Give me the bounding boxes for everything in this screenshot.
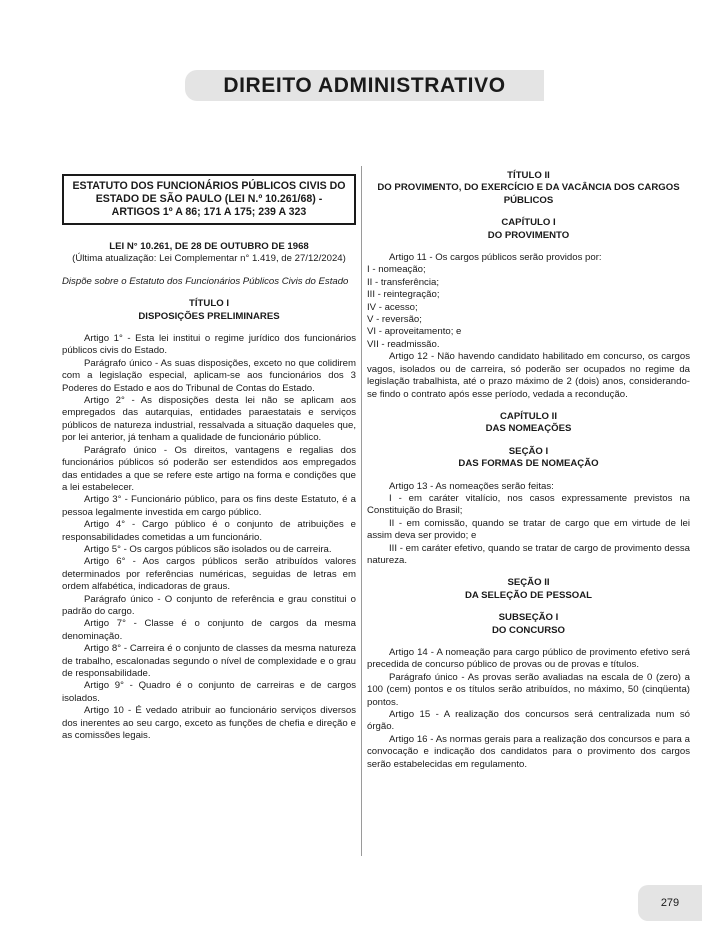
list-item: III - reintegração; (367, 289, 440, 301)
section-banner (185, 70, 544, 101)
list-item: VI - aproveitamento; e (367, 326, 462, 338)
article-paragraph: Artigo 7° - Classe é o conjunto de cargos da mesma denominação. (62, 618, 356, 642)
chapter-name: DAS NOMEAÇÕES (485, 423, 572, 435)
title-heading: TÍTULO I (189, 298, 229, 310)
article-paragraph: Artigo 4° - Cargo público é o conjunto de atribuições e responsabilidades cometidas a um funcionário. (62, 519, 356, 543)
right-column (367, 170, 690, 771)
list-item: V - reversão; (367, 314, 422, 326)
list-item: II - transferência; (367, 276, 439, 288)
article-paragraph: Artigo 12 - Não havendo candidato habilitado em concurso, os cargos vagos, isolados ou de carreira, só poderão ser ocupados no regime da legislação trabalhista, até o prazo máximo de 2 (dois) anos, considerando-se findo o contrato após esse período, vedada a recondução. (367, 351, 690, 400)
law-title: LEI N° 10.261, DE 28 DE OUTUBRO DE 1968 (109, 241, 309, 252)
article-paragraph: Artigo 13 - As nomeações serão feitas: (389, 480, 554, 492)
column-divider (361, 166, 362, 856)
article-paragraph: Parágrafo único - As provas serão avaliadas na escala de 0 (zero) a 100 (cem) pontos e os títulos serão atribuídos, no máximo, 50 (cinqüenta) pontos. (367, 671, 690, 708)
article-paragraph: Artigo 8° - Carreira é o conjunto de classes da mesma natureza de trabalho, escalonadas segundo o nível de complexidade e o grau de responsabilidade. (62, 643, 356, 679)
list-item: II - em comissão, quando se tratar de cargo que em virtude de lei assim deva ser provido; e (367, 517, 690, 542)
article-paragraph: Artigo 9° - Quadro é o conjunto de carreiras e de cargos isolados. (62, 680, 356, 704)
chapter-heading: CAPÍTULO I (501, 217, 556, 229)
section-title: DIREITO ADMINISTRATIVO (223, 73, 506, 97)
article-paragraph: Artigo 16 - As normas gerais para a realização dos concursos e para a convocação e indicação dos candidatos para o provimento dos cargos serão estabelecidas em regulamento. (367, 733, 690, 770)
article-paragraph: Artigo 10 - É vedado atribuir ao funcionário serviços diversos dos inerentes ao seu cargo, exceto as funções de chefia e direção e as comissões legais. (62, 705, 356, 742)
law-ementa: Dispõe sobre o Estatuto dos Funcionários Públicos Civis do Estado (62, 275, 349, 287)
article-paragraph: Artigo 11 - Os cargos públicos serão providos por: (389, 252, 602, 264)
list-item: III - em caráter efetivo, quando se tratar de cargo de provimento dessa natureza. (367, 542, 690, 566)
article-paragraph: Parágrafo único - Os direitos, vantagens e regalias dos funcionários públicos só poderão ser estendidos aos empregados das entidades a que se refere este artigo na forma e condições que a lei estabelecer. (62, 444, 356, 493)
article-paragraph: Artigo 2° - As disposições desta lei não se aplicam aos empregados das autarquias, entidades paraestatais e serviços públicos de natureza industrial, ressalvada a situação daqueles que, por lei anterior, já tenham a qualidade de funcionário público. (62, 395, 356, 444)
title-name: DO PROVIMENTO, DO EXERCÍCIO E DA VACÂNCIA DOS CARGOS PÚBLICOS (377, 182, 680, 206)
left-column (62, 170, 356, 742)
article-paragraph: Artigo 6° - Aos cargos públicos serão atribuídos valores determinados por referências numéricas, seguidas de letras em ordem alfabética, indicadoras de graus. (62, 556, 356, 593)
chapter-name: DO PROVIMENTO (487, 229, 570, 241)
subsection-name: DO CONCURSO (491, 624, 566, 636)
list-item: I - nomeação; (367, 264, 426, 276)
article-paragraph: Artigo 15 - A realização dos concursos será centralizada num só órgão. (367, 709, 690, 733)
list-item: IV - acesso; (367, 301, 418, 313)
law-update-note: (Última atualização: Lei Complementar n° 1.419, de 27/12/2024) (72, 253, 346, 265)
list-item: VII - readmissão. (367, 338, 440, 350)
section-name: DA SELEÇÃO DE PESSOAL (464, 589, 593, 601)
title-name: DISPOSIÇÕES PRELIMINARES (138, 310, 280, 322)
article-paragraph: Artigo 14 - A nomeação para cargo público de provimento efetivo será precedida de concurso público de provas ou de provas e títulos. (367, 647, 690, 671)
article-paragraph: Parágrafo único - As suas disposições, exceto no que colidirem com a legislação especial, aplicam-se aos funcionários dos 3 Poderes do Estado e aos do Tribunal de Contas do Estado. (62, 357, 356, 394)
article-paragraph: Artigo 3° - Funcionário público, para os fins deste Estatuto, é a pessoa legalmente investida em cargo público. (62, 494, 356, 518)
section-name: DAS FORMAS DE NOMEAÇÃO (458, 458, 599, 470)
subsection-heading: SUBSEÇÃO I (498, 612, 559, 624)
article-paragraph: Parágrafo único - O conjunto de referência e grau constitui o padrão do cargo. (62, 593, 356, 617)
page-number-tab (638, 885, 702, 921)
list-item: I - em caráter vitalício, nos casos expressamente previstos na Constituição do Brasil; (367, 492, 690, 517)
page-number: 279 (660, 897, 680, 909)
chapter-heading: CAPÍTULO II (499, 410, 558, 422)
section-heading: SEÇÃO I (508, 445, 549, 457)
section-heading: SEÇÃO II (507, 577, 550, 589)
title-heading: TÍTULO II (507, 170, 550, 181)
article-paragraph: Artigo 5° - Os cargos públicos são isolados ou de carreira. (84, 543, 332, 555)
article-paragraph: Artigo 1° - Esta lei institui o regime jurídico dos funcionários públicos civis do Estado. (62, 333, 356, 357)
statute-title-box: ESTATUTO DOS FUNCIONÁRIOS PÚBLICOS CIVIS DO ESTADO DE SÃO PAULO (LEI N.º 10.261/68) - ARTIGOS 1º A 86; 171 A 175; 239 A 323 (62, 174, 356, 225)
